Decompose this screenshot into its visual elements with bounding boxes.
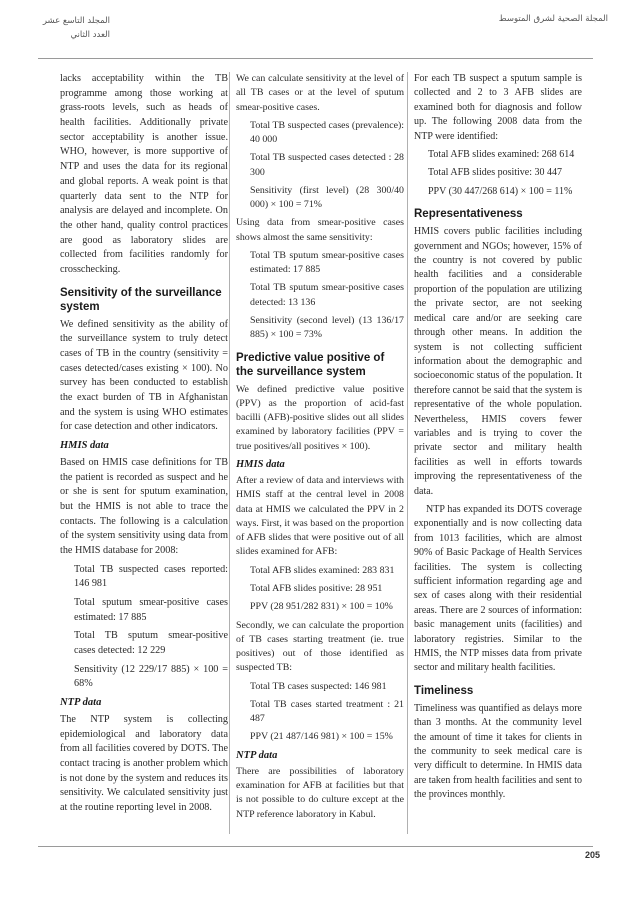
paragraph: We can calculate sensitivity at the level of all TB cases or at the level of sputum smear-positive cases.: [236, 73, 404, 113]
calculation-line: PPV (21 487/146 981) × 100 = 15%: [250, 731, 393, 743]
calculation-line: Total AFB slides examined: 268 614: [428, 149, 575, 161]
column-left: [60, 72, 228, 820]
calculation-line: Total TB suspected cases (prevalence): 40 000: [250, 119, 404, 146]
volume-label: المجلد التاسع عشر: [42, 16, 110, 26]
paragraph: We defined sensitivity as the ability of the surveillance system to truly detect cases of TB in the country (sensitivity = cases detected/cases existing × 100). No survey has been conducted to establish the exact burden of TB in Afghanistan and the system is using WHO estimates for case detection and other indicators.: [60, 318, 228, 433]
calculation-line: Total AFB slides positive: 28 951: [250, 582, 383, 594]
calculation-line: Sensitivity (12 229/17 885) × 100 = 68%: [74, 663, 228, 690]
calculation-line: Total TB cases suspected: 146 981: [250, 680, 387, 692]
calculation-line: Total TB suspected cases detected : 28 300: [250, 152, 404, 178]
calculation-line: Total sputum smear-positive cases estimated: 17 885: [74, 597, 228, 623]
paragraph: Timeliness was quantified as delays more than 3 months. At the community level the amount of time it takes for clients in the community to seek medical care is very difficult to determine. In HMIS data are taken from health facilities and sent to the provinces monthly.: [414, 702, 582, 801]
column-middle: [236, 72, 404, 826]
calculation-line: Sensitivity (second level) (13 136/17 885) × 100 = 73%: [250, 314, 404, 341]
issue-label: العدد الثاني: [70, 30, 110, 40]
paragraph: After a review of data and interviews with HMIS staff at the central level in 2008 data at HMIS we calculated the PPV in 2 ways. First, it was based on the proportion of AFB slides that were positive out of all slides examined for AFB:: [236, 475, 404, 558]
paragraph: lacks acceptability within the TB programme among those working at grass-roots levels, such as heads of health facilities. Additionally private sector acceptability is another issue. WHO, however, is more supportive of NTP and uses the data for its regional and global reports. A weak point is that quarterly data sent to the NTP for analysis are delayed and incomplete. On the other hand, quality control practices are good as laboratory slides are collected from facilities randomly for crosschecking.: [60, 73, 228, 275]
calculation-line: Total AFB slides positive: 30 447: [428, 167, 563, 179]
calculation-line: Total TB suspected cases reported: 146 981: [74, 563, 228, 590]
journal-volume-header: [30, 14, 110, 42]
calculation-line: Total AFB slides examined: 283 831: [250, 564, 395, 576]
calculation-line: Total TB sputum smear-positive cases detected: 12 229: [74, 630, 228, 657]
section-heading-representativeness: Representativeness: [414, 208, 523, 221]
calculation-line: Total TB sputum smear-positive cases estimated: 17 885: [250, 249, 404, 276]
subheading-ntp-data: NTP data: [236, 749, 278, 761]
calculation-line: Total TB sputum smear-positive cases detected: 13 136: [250, 282, 404, 308]
subheading-ntp-data: NTP data: [60, 697, 102, 709]
paragraph: There are possibilities of laboratory examination for AFB at facilities but that is not possible to do culture except at the NTP reference laboratory in Kabul.: [236, 765, 404, 820]
calculation-line: Sensitivity (first level) (28 300/40 000) × 100 = 71%: [250, 184, 404, 211]
calculation-line: PPV (30 447/268 614) × 100 = 11%: [428, 185, 573, 197]
page-number: 205: [584, 850, 600, 860]
subheading-hmis-data: HMIS data: [236, 458, 285, 470]
subheading-hmis-data: HMIS data: [60, 440, 109, 452]
paragraph: Based on HMIS case definitions for TB the patient is recorded as suspect and he or she is sent for sputum examination, but the HMIS is not able to trace the contacts. The following is a calculation of the system sensitivity using data from the HMIS database for 2008:: [60, 456, 228, 556]
column-divider: [407, 72, 408, 834]
calculation-line: PPV (28 951/282 831) × 100 = 10%: [250, 601, 393, 613]
header-rule: [38, 58, 593, 59]
column-divider: [229, 72, 230, 834]
footer-rule: [38, 846, 593, 847]
paragraph: The NTP system is collecting epidemiological and laboratory data from all facilities covered by DOTS. The contact tracing is another problem which is not done by the system and reduces its sensitivity. We calculated sensitivity just at the routine reporting level in 2008.: [60, 713, 228, 813]
paragraph: HMIS covers public facilities including government and NGOs; however, 15% of the country is not covered by public health facilities and a considerable proportion of the population are utilizing the private sector, are not seeking medical care and/or are seeking care through other means. In addition the system is not collecting sufficient information about the demographic and socioeconomic status of the population. It therefore cannot be said that the system is representative of the whole population. Nevertheless, HMIS covers fewer variables and is trying to cover the private sector and military health facilities as well in efforts towards improving the representativeness of the data.: [414, 226, 582, 497]
section-heading-sensitivity: Sensitivity of the surveillance system: [60, 286, 222, 313]
column-right: [414, 72, 582, 807]
paragraph: For each TB suspect a sputum sample is collected and 2 to 3 AFB slides are examined both for diagnosis and follow up. The following 2008 data from the NTP were identified:: [414, 73, 582, 142]
paragraph: Secondly, we can calculate the proportion of TB cases starting treatment (ie. true positives) out of those identified as suspected TB:: [236, 619, 404, 674]
paragraph: We defined predictive value positive (PPV) as the proportion of acid-fast bacilli (AFB)-positive slides out all slides examined by laboratory facilities (PPV = true positives/all positives × 100).: [236, 383, 404, 452]
section-heading-ppv: Predictive value positive of the surveillance system: [236, 351, 385, 378]
calculation-line: Total TB cases started treatment : 21 487: [250, 698, 404, 725]
paragraph: Using data from smear-positive cases shows almost the same sensitivity:: [236, 217, 404, 243]
paragraph: NTP has expanded its DOTS coverage exponentially and is now collecting data from 1013 facilities, which are almost 90% of Basic Package of Health Services facilities. The system is collecting sufficient information regarding age and sex of cases along with their residential areas. There are 2 sources of information: basic management units (facilities) and laboratory registries. Similar to the HMIS, the NTP misses data from private sector and military health facilities.: [414, 503, 582, 674]
section-heading-timeliness: Timeliness: [414, 684, 474, 697]
journal-title-header: المجلة الصحية لشرق المتوسط: [498, 14, 608, 24]
